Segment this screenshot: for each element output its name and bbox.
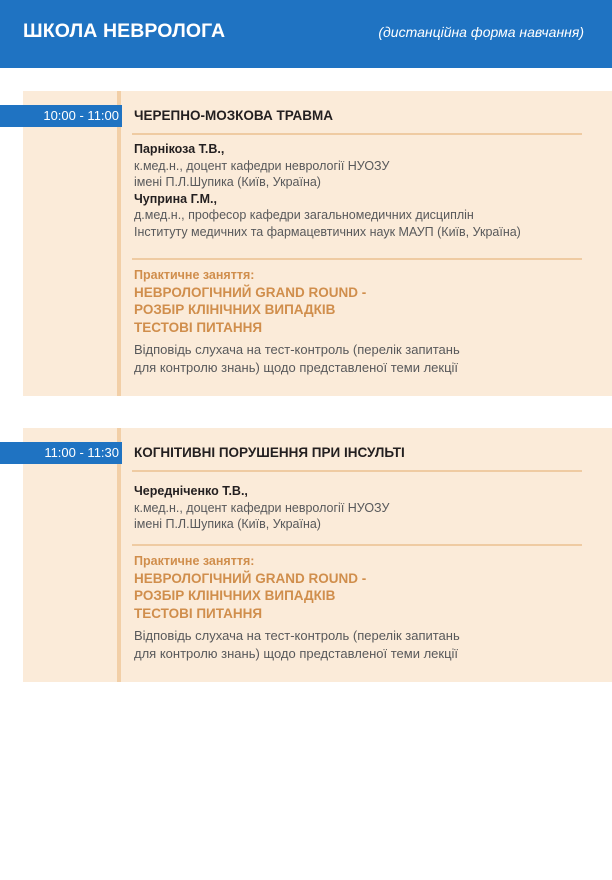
practice-note: Відповідь слухача на тест-контроль (перелік запитань xyxy=(134,342,460,357)
speaker-name: Чередніченко Т.В., xyxy=(134,484,248,498)
practice-label: Практичне заняття: xyxy=(134,268,255,282)
practice-title-line: ТЕСТОВІ ПИТАННЯ xyxy=(134,319,263,335)
speaker-name: Парнікоза Т.В., xyxy=(134,142,225,156)
practice-block xyxy=(134,553,604,663)
speaker-name: Чуприна Г.М., xyxy=(134,191,217,206)
speaker-affiliation: Інституту медичних та фармацевтичних наук МАУП (Київ, Україна) xyxy=(134,224,521,239)
speaker-affiliation: імені П.Л.Шупика (Київ, Україна) xyxy=(134,517,321,531)
practice-title-line: РОЗБІР КЛІНІЧНИХ ВИПАДКІВ xyxy=(134,302,336,317)
header-title: ШКОЛА НЕВРОЛОГА xyxy=(23,20,226,42)
practice-note: для контролю знань) щодо представленої теми лекції xyxy=(134,360,459,375)
section-rule xyxy=(132,258,582,260)
practice-note: для контролю знань) щодо представленої теми лекції xyxy=(134,646,459,661)
practice-title-line: НЕВРОЛОГІЧНИЙ GRAND ROUND - xyxy=(134,570,367,586)
session-topic: ЧЕРЕПНО-МОЗКОВА ТРАВМА xyxy=(134,108,334,123)
practice-block xyxy=(134,267,604,377)
speaker-position: д.мед.н., професор кафедри загальномедичних дисциплін xyxy=(134,208,474,222)
section-rule xyxy=(132,470,582,472)
session-block-2 xyxy=(23,428,612,682)
speaker-position: к.мед.н., доцент кафедри неврології НУОЗУ xyxy=(134,158,390,173)
practice-title-line: НЕВРОЛОГІЧНИЙ GRAND ROUND - xyxy=(134,284,367,300)
session-divider-line xyxy=(117,91,121,396)
section-rule xyxy=(132,133,582,135)
speaker-position: к.мед.н., доцент кафедри неврології НУОЗУ xyxy=(134,500,390,515)
session-topic: КОГНІТИВНІ ПОРУШЕННЯ ПРИ ІНСУЛЬТІ xyxy=(134,445,405,460)
practice-label: Практичне заняття: xyxy=(134,554,255,568)
speakers-list xyxy=(134,483,604,533)
practice-title-line: РОЗБІР КЛІНІЧНИХ ВИПАДКІВ xyxy=(134,588,336,603)
page-header xyxy=(0,0,612,68)
practice-title-line: ТЕСТОВІ ПИТАННЯ xyxy=(134,605,263,621)
session-time-tab: 11:00 - 11:30 xyxy=(0,442,122,464)
session-divider-line xyxy=(117,428,121,682)
practice-note: Відповідь слухача на тест-контроль (перелік запитань xyxy=(134,628,460,643)
section-rule xyxy=(132,544,582,546)
header-subtitle: (дистанційна форма навчання) xyxy=(378,24,584,40)
session-time-tab: 10:00 - 11:00 xyxy=(0,105,122,127)
session-block-1 xyxy=(23,91,612,396)
speaker-affiliation: імені П.Л.Шупика (Київ, Україна) xyxy=(134,175,321,189)
speakers-list xyxy=(134,141,604,240)
